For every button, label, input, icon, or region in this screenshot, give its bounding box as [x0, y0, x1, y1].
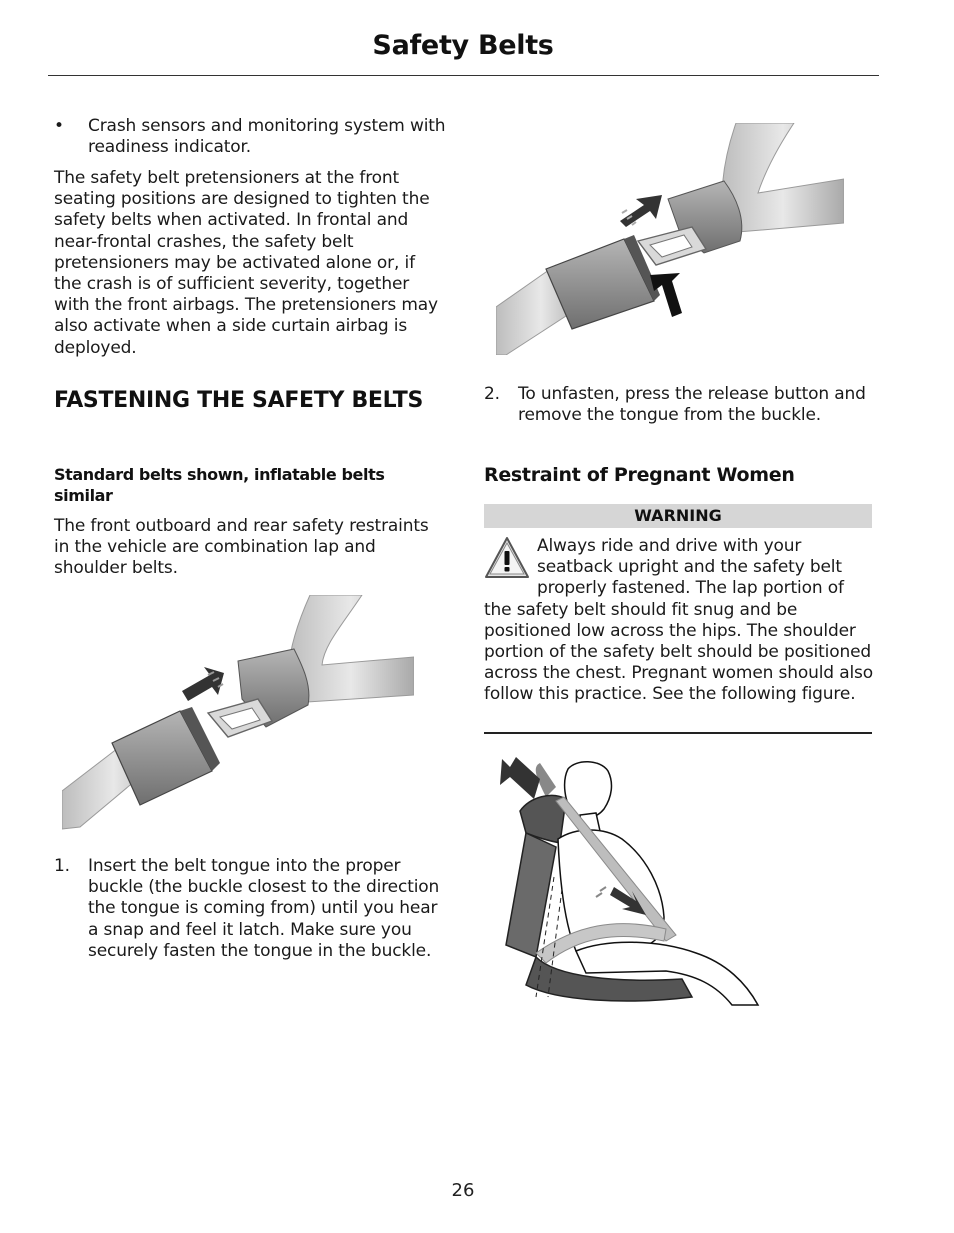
bullet-text: Crash sensors and monitoring system with readiness indicator.	[88, 116, 446, 158]
pregnant-woman-belt-illustration	[496, 757, 764, 1009]
belt-fastening-illustration	[62, 595, 414, 831]
icon-spacer	[484, 536, 537, 599]
page-number: 26	[451, 1180, 475, 1201]
step-text: Insert the belt tongue into the proper buckle (the buckle closest to the direction the tongue is coming from) until you hear a snap and feel it latch. Make sure you securely fasten the tongue in the buckle.	[88, 856, 440, 961]
pretensioners-paragraph: The safety belt pretensioners at the front seating positions are designed to tighten the safety belts when activated. In frontal and near-frontal crashes, the safety belt pretensioners may be activated alone or, if the crash is of sufficient severity, together with the front airbags. The pretensioners may also activate when a side curtain airbag is deployed.	[54, 168, 438, 358]
section-heading: FASTENING THE SAFETY BELTS	[54, 388, 423, 413]
warning-text	[484, 536, 876, 706]
step-number: 1.	[54, 856, 70, 876]
step-text: To unfasten, press the release button and remove the tongue from the buckle.	[518, 384, 866, 426]
figure-caption-heading: Standard belts shown, inflatable belts similar	[54, 465, 385, 505]
step-number: 2.	[484, 384, 500, 404]
belts-paragraph: The front outboard and rear safety restraints in the vehicle are combination lap and shoulder belts.	[54, 516, 429, 579]
belt-release-illustration	[496, 123, 844, 355]
bullet-marker: •	[54, 116, 64, 136]
title-divider	[48, 75, 879, 76]
warning-end-rule	[484, 732, 872, 734]
warning-label: WARNING	[484, 504, 872, 528]
pregnant-women-heading: Restraint of Pregnant Women	[484, 464, 795, 486]
warning-body: Always ride and drive with your seatback upright and the safety belt properly fastened. The lap portion of the safety belt should fit snug and be positioned low across the hips. The shoulder portion of the safety belt should be positioned across the chest. Pregnant women should also follow this practice. See the following figure.	[484, 536, 873, 705]
page-title: Safety Belts	[372, 30, 554, 61]
